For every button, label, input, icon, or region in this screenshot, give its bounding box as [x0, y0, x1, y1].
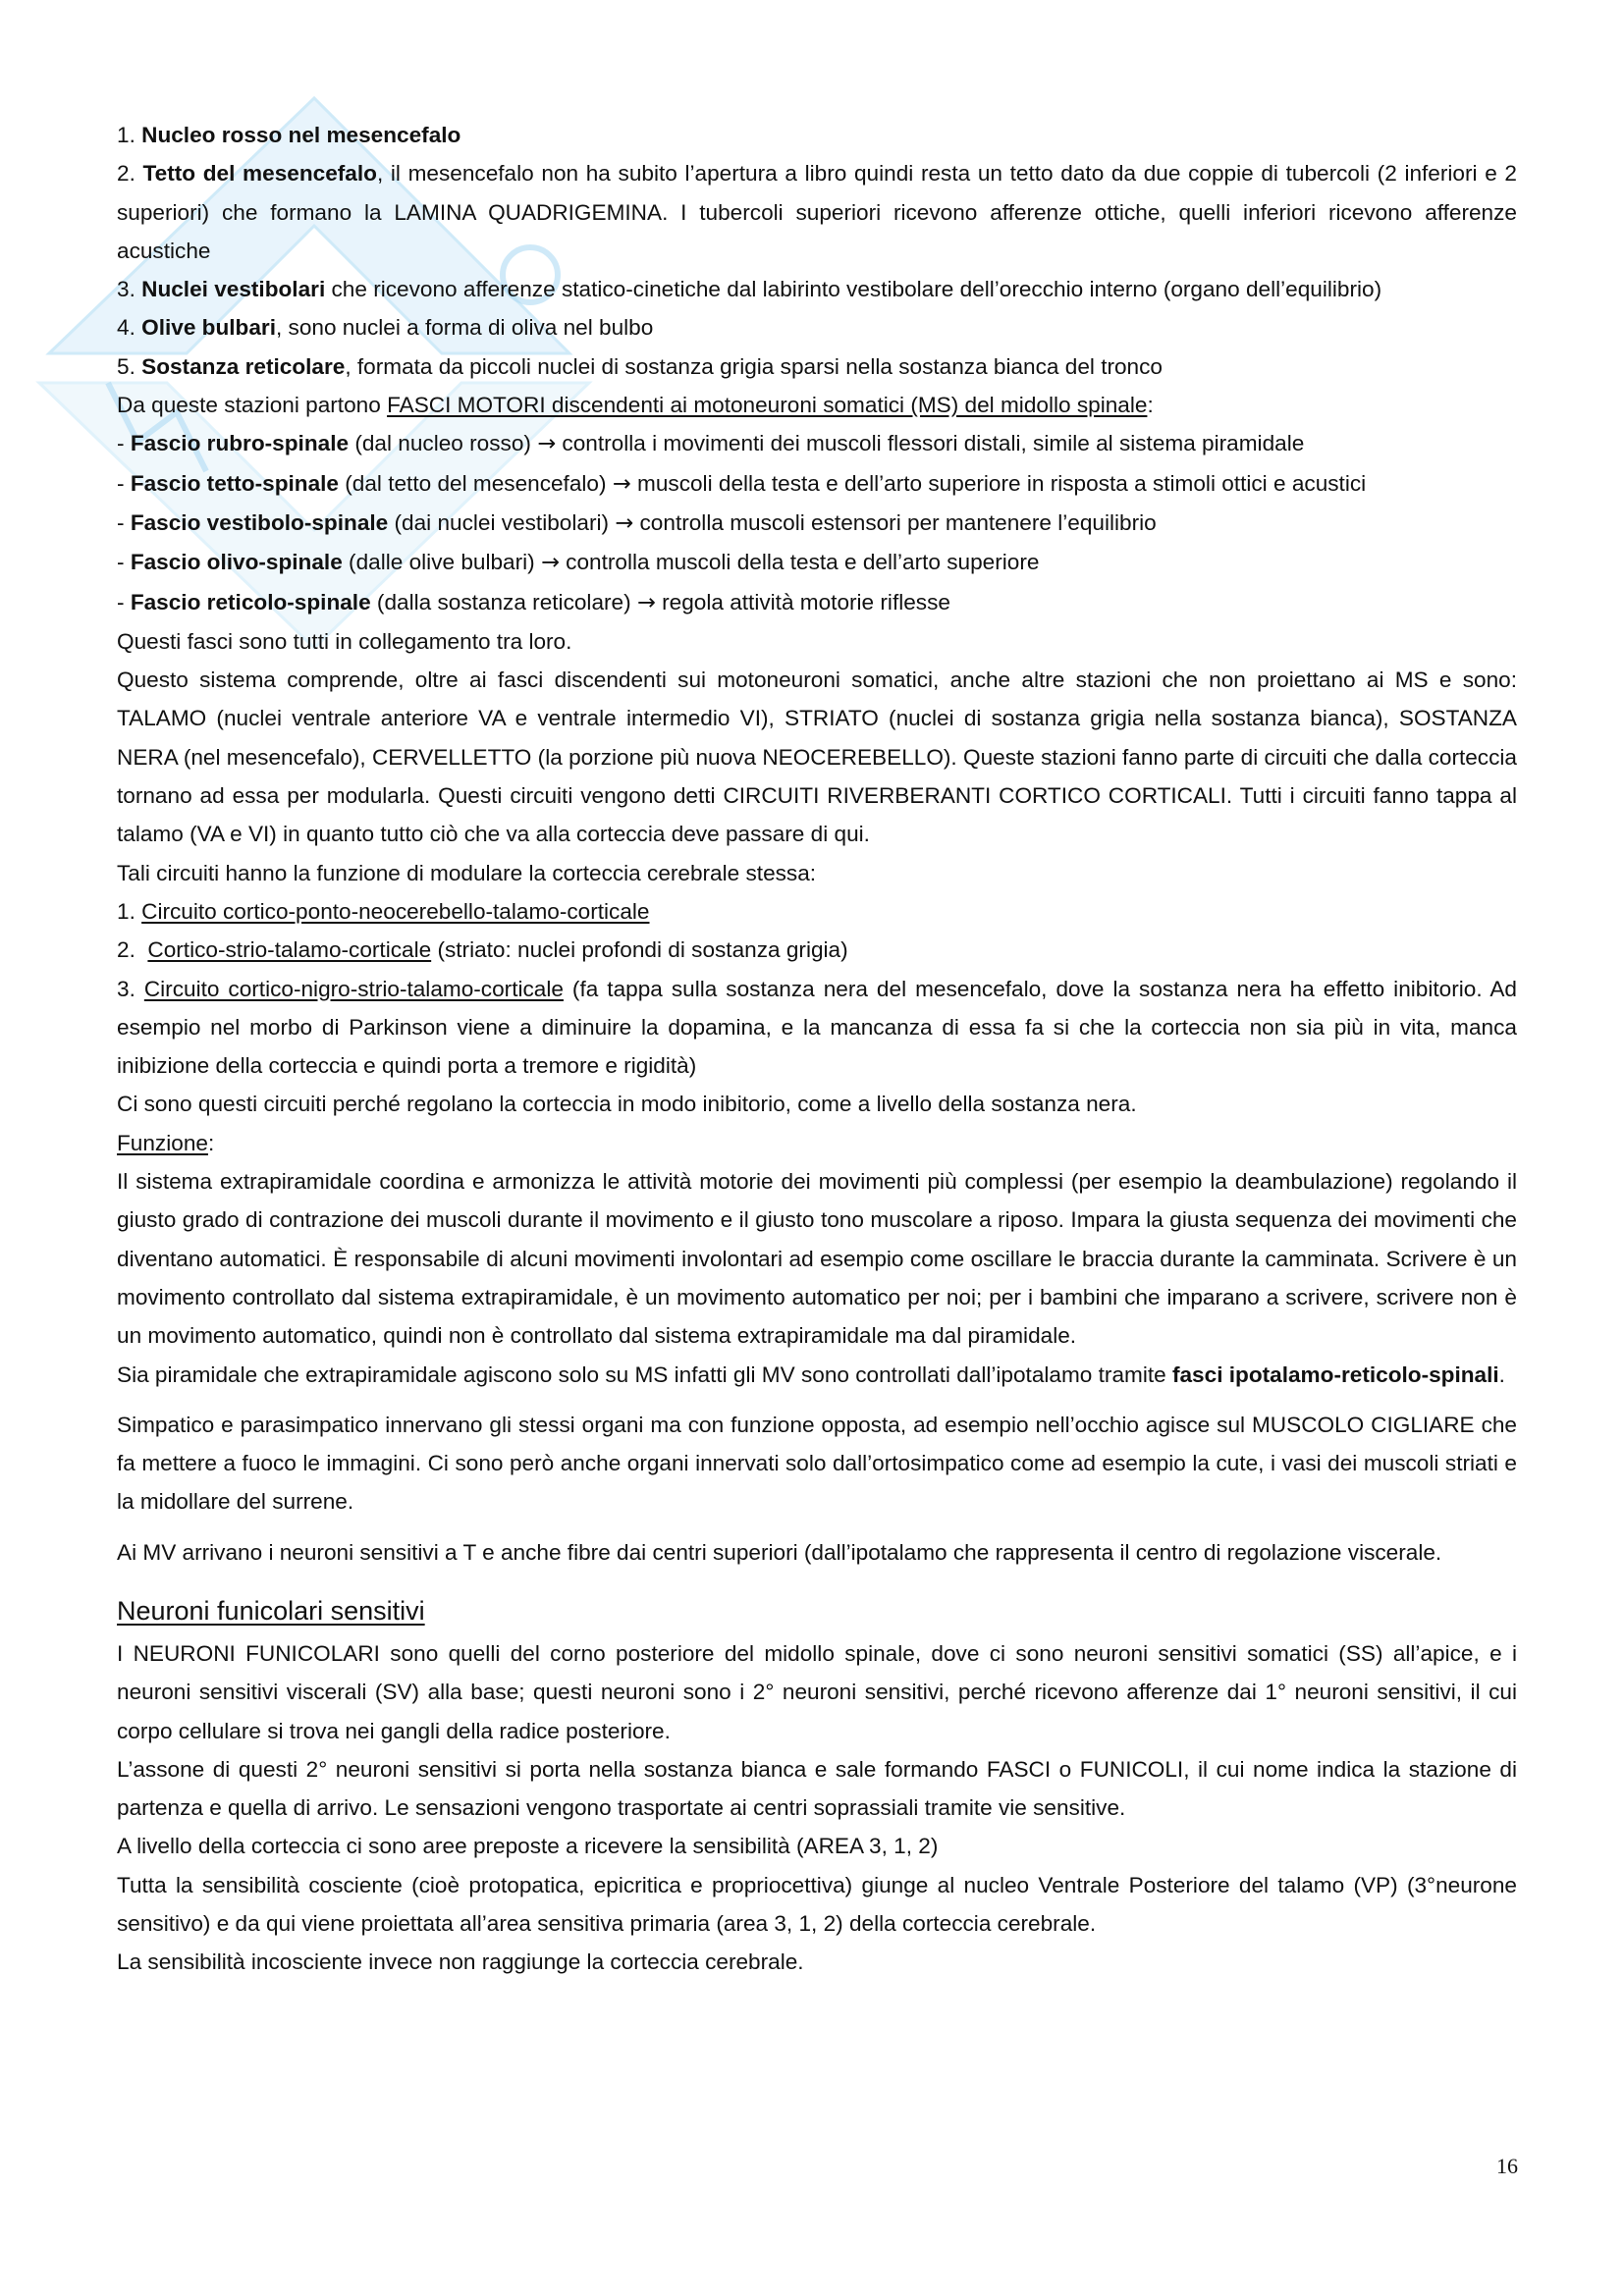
funzione-label: Funzione:	[117, 1130, 215, 1155]
circuito-item-1: 1. Circuito cortico-ponto-neocerebello-talamo-corticale	[117, 898, 650, 924]
paragraph-livello-corteccia: A livello della corteccia ci sono aree preposte a ricevere la sensibilità (AREA 3, 1, 2)	[117, 1834, 939, 1859]
arrow-right-icon: →	[612, 470, 631, 497]
arrow-right-icon: →	[540, 550, 560, 576]
fasci-intro: Da queste stazioni partono FASCI MOTORI discendenti ai motoneuroni somatici (MS) del midollo spinale:	[117, 393, 1154, 418]
paragraph-collegamento: Questi fasci sono tutti in collegamento tra loro.	[117, 628, 572, 654]
paragraph-sia-piramidale: Sia piramidale che extrapiramidale agiscono solo su MS infatti gli MV sono controllati dall’ipotalamo tramite fasci ipotalamo-reticolo-spinali.	[117, 1362, 1505, 1387]
list-item-nucleo-rosso: 1. Nucleo rosso nel mesencefalo	[117, 123, 461, 147]
document-body	[117, 116, 1517, 1982]
list-item-tetto: 2. Tetto del mesencefalo, il mesencefalo non ha subito l’apertura a libro quindi resta un tetto dato da due coppie di tubercoli (2 inferiori e 2 superiori) che formano la LAMINA QUADRIGEMINA. I tubercoli superiori ricevono afferenze ottiche, quelli inferiori ricevono afferenze acustiche	[117, 161, 1517, 263]
fascio-reticolo-spinale: - Fascio reticolo-spinale (dalla sostanza reticolare) → regola attività motorie riflesse	[117, 589, 950, 615]
paragraph-funzione: Il sistema extrapiramidale coordina e armonizza le attività motorie dei movimenti più complessi (per esempio la deambulazione) regolando il giusto grado di contrazione dei muscoli durante il movimento e il giusto tono muscolare a riposo. Impara la giusta sequenza dei movimenti che diventano automatici. È responsabile di alcuni movimenti involontari ad esempio come oscillare le braccia durante la camminata. Scrivere è un movimento controllato dal sistema extrapiramidale, è un movimento automatico per noi; per i bambini che imparano a scrivere, scrivere non è un movimento automatico, quindi non è controllato dal sistema extrapiramidale ma dal piramidale.	[117, 1169, 1517, 1349]
list-item-sostanza-reticolare: 5. Sostanza reticolare, formata da piccoli nuclei di sostanza grigia sparsi nella sostanza bianca del tronco	[117, 353, 1163, 379]
arrow-right-icon: →	[636, 589, 656, 615]
circuito-item-2: 2. Cortico-strio-talamo-corticale (striato: nuclei profondi di sostanza grigia)	[117, 937, 848, 963]
paragraph-sensibilita-incosciente: La sensibilità incosciente invece non raggiunge la corteccia cerebrale.	[117, 1949, 804, 1975]
list-item-nuclei-vestibolari: 3. Nuclei vestibolari che ricevono afferenze statico-cinetiche dal labirinto vestibolare dell’orecchio interno (organo dell’equilibrio)	[117, 277, 1382, 302]
fascio-rubro-spinale: - Fascio rubro-spinale (dal nucleo rosso) → controlla i movimenti dei muscoli flessori distali, simile al sistema piramidale	[117, 431, 1305, 457]
fascio-vestibolo-spinale: - Fascio vestibolo-spinale (dai nuclei vestibolari) → controlla muscoli estensori per mantenere l’equilibrio	[117, 509, 1157, 536]
paragraph-simpatico: Simpatico e parasimpatico innervano gli stessi organi ma con funzione opposta, ad esempio nell’occhio agisce sul MUSCOLO CIGLIARE che fa mettere a fuoco le immagini. Ci sono però anche organi innervati solo dall’ortosimpatico come ad esempio la cute, i vasi dei muscoli striati e la midollare del surrene.	[117, 1412, 1517, 1515]
circuito-item-3: 3. Circuito cortico-nigro-strio-talamo-corticale (fa tappa sulla sostanza nera del mesencefalo, dove la sostanza nera ha effetto inibitorio. Ad esempio nel morbo di Parkinson viene a diminuire la dopamina, e la mancanza di essa fa si che la corteccia non sia più in vita, manca inibizione della corteccia e quindi porta a tremore e rigidità)	[117, 976, 1517, 1079]
paragraph-tali-circuiti: Tali circuiti hanno la funzione di modulare la corteccia cerebrale stessa:	[117, 860, 817, 885]
paragraph-mv: Ai MV arrivano i neuroni sensitivi a T e anche fibre dai centri superiori (dall’ipotalamo che rappresenta il centro di regolazione viscerale.	[117, 1539, 1442, 1565]
paragraph-sistema: Questo sistema comprende, oltre ai fasci discendenti sui motoneuroni somatici, anche altre stazioni che non proiettano ai MS e sono: TALAMO (nuclei ventrale anteriore VA e ventrale intermedio VI), STRIATO (nuclei di sostanza grigia nella sostanza bianca), SOSTANZA NERA (nel mesencefalo), CERVELLETTO (la porzione più nuova NEOCEREBELLO). Queste stazioni fanno parte di circuiti che dalla corteccia tornano ad essa per modularla. Questi circuiti vengono detti CIRCUITI RIVERBERANTI CORTICO CORTICALI. Tutti i circuiti fanno tappa al talamo (VA e VI) in quanto tutto ciò che va alla corteccia deve passare di qui.	[117, 667, 1517, 847]
arrow-right-icon: →	[537, 431, 557, 457]
paragraph-assone: L’assone di questi 2° neuroni sensitivi si porta nella sostanza bianca e sale formando FASCI o FUNICOLI, il cui nome indica la stazione di partenza e quella di arrivo. Le sensazioni vengono trasportate ai centri soprassiali tramite vie sensitive.	[117, 1756, 1517, 1821]
paragraph-sensibilita-cosciente: Tutta la sensibilità cosciente (cioè protopatica, epicritica e propriocettiva) giunge al nucleo Ventrale Posteriore del talamo (VP) (3°neurone sensitivo) e da qui viene proiettata all’area sensitiva primaria (area 3, 1, 2) della corteccia cerebrale.	[117, 1872, 1517, 1937]
paragraph-neuroni-funicolari: I NEURONI FUNICOLARI sono quelli del corno posteriore del midollo spinale, dove ci sono neuroni sensitivi somatici (SS) all’apice, e i neuroni sensitivi viscerali (SV) alla base; questi neuroni sono i 2° neuroni sensitivi, perché ricevono afferenze dai 1° neuroni sensitivi, il cui corpo cellulare si trova nei gangli della radice posteriore.	[117, 1640, 1517, 1743]
section-heading: Neuroni funicolari sensitivi	[117, 1595, 425, 1626]
fascio-tetto-spinale: - Fascio tetto-spinale (dal tetto del mesencefalo) → muscoli della testa e dell’arto superiore in risposta a stimoli ottici e acustici	[117, 470, 1367, 497]
arrow-right-icon: →	[615, 509, 634, 536]
list-item-olive-bulbari: 4. Olive bulbari, sono nuclei a forma di oliva nel bulbo	[117, 315, 654, 341]
page-number: 16	[1496, 2154, 1518, 2178]
paragraph-ci-sono: Ci sono questi circuiti perché regolano la corteccia in modo inibitorio, come a livello della sostanza nera.	[117, 1092, 1137, 1117]
fascio-olivo-spinale: - Fascio olivo-spinale (dalle olive bulbari) → controlla muscoli della testa e dell’arto superiore	[117, 550, 1040, 576]
